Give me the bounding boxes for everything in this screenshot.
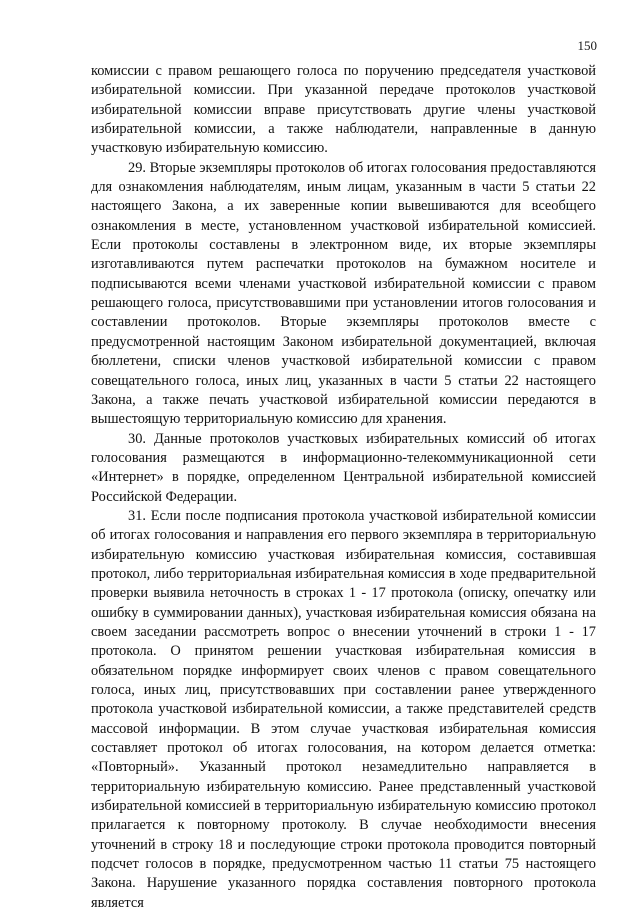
- paragraph-30: 30. Данные протоколов участковых избирательных комиссий об итогах голосования размещаются в информационно-телекоммуникационной сети «Интернет» в порядке, определенном Центральной избирательной комиссией Российской Федерации.: [91, 430, 596, 505]
- paragraph-29: 29. Вторые экземпляры протоколов об итогах голосования предоставляются для ознакомления наблюдателям, иным лицам, указанным в части 5 статьи 22 настоящего Закона, а их заверенные копии вывешиваются для всеобщего ознакомления в месте, установленном участковой избирательной комиссией. Если протоколы составлены в электронном виде, их вторые экземпляры изготавливаются путем распечатки протоколов на бумажном носителе и подписываются всеми членами участковой избирательной комиссии с правом решающего голоса, присутствовавшими при установлении итогов голосования и составлении протоколов. Вторые экземпляры протоколов вместе с предусмотренной настоящим Законом избирательной документацией, включая бюллетени, списки членов участковой избирательной комиссии с правом совещательного голоса, иных лиц, указанных в части 5 статьи 22 настоящего Закона, а также печать участковой избирательной комиссии передаются в вышестоящую территориальную комиссию для хранения.: [91, 159, 596, 428]
- document-body: [91, 62, 596, 913]
- paragraph-31: 31. Если после подписания протокола участковой избирательной комиссии об итогах голосования и направления его первого экземпляра в территориальную избирательную комиссию участковая избирательная комиссия, составившая протокол, либо территориальная избирательная комиссия в ходе предварительной проверки выявила неточность в строках 1 - 17 протокола (описку, опечатку или ошибку в суммировании данных), участковая избирательная комиссия обязана на своем заседании рассмотреть вопрос о внесении уточнений в строки 1 - 17 протокола. О принятом решении участковая избирательная комиссия в обязательном порядке информирует своих членов с правом совещательного голоса, иных лиц, присутствовавших при составлении ранее утвержденного протокола участковой избирательной комиссии, а также представителей средств массовой информации. В этом случае участковая избирательная комиссия составляет протокол об итогах голосования, на котором делается отметка: «Повторный». Указанный протокол незамедлительно направляется в территориальную избирательную комиссию. Ранее представленный участковой избирательной комиссией в территориальную избирательную комиссию протокол прилагается к повторному протоколу. В случае необходимости внесения уточнений в строку 18 и последующие строки протокола проводится повторный подсчет голосов в порядке, предусмотренном частью 11 статьи 75 настоящего Закона. Нарушение указанного порядка составления повторного протокола является: [91, 507, 596, 911]
- page-number: 150: [577, 38, 597, 53]
- paragraph-continuation: комиссии с правом решающего голоса по поручению председателя участковой избирательной комиссии. При указанной передаче протоколов участковой избирательной комиссии вправе присутствовать другие члены участковой избирательной комиссии, а также наблюдатели, направленные в данную участковую избирательную комиссию.: [91, 63, 596, 157]
